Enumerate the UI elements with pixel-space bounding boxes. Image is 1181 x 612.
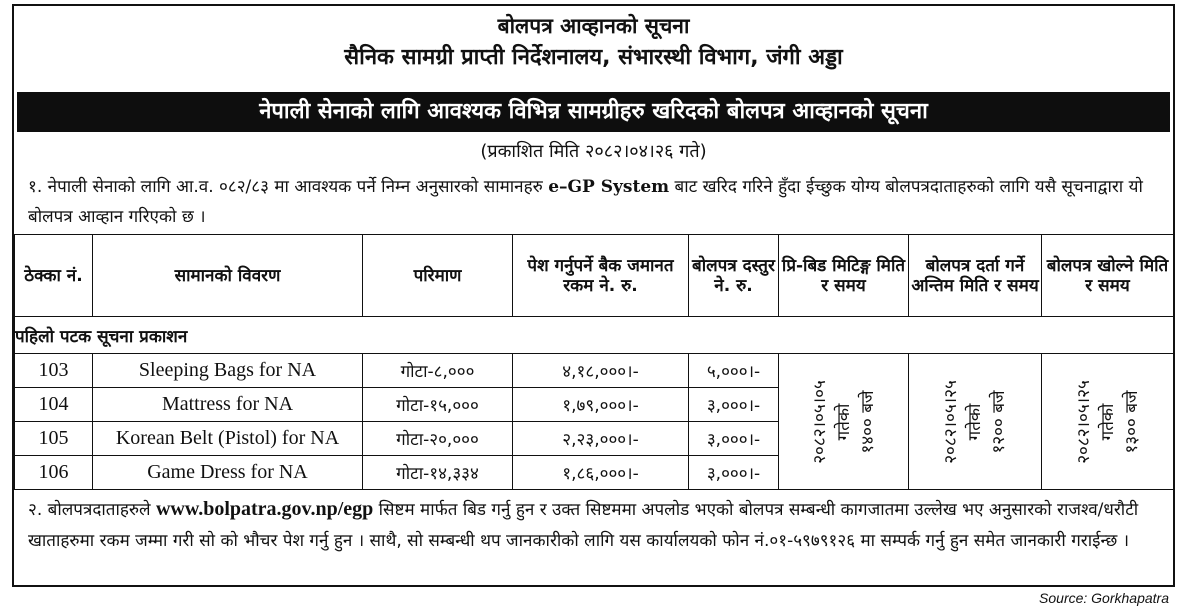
item-description: Sleeping Bags for NA xyxy=(93,354,363,388)
registration-date: २०८२।०५।२५ xyxy=(941,379,961,464)
paragraph-2 xyxy=(28,494,1165,557)
section-label: पहिलो पटक सूचना प्रकाशन xyxy=(15,317,1174,354)
contract-no: 103 xyxy=(15,354,93,388)
bid-fee: ३,०००।- xyxy=(689,388,779,422)
paragraph-1-text-b: बाट खरिद गरिने हुँदा ईच्छुक योग्य बोलपत्रदाताहरुको लागि यसै सूचनाद्वारा यो बोलपत्र आव्हान गरिएको छ । xyxy=(28,177,1143,227)
opening-gate: गतेको xyxy=(1097,403,1118,440)
paragraph-2-text-a: २. बोलपत्रदाताहरुले xyxy=(28,500,156,520)
header-bid-fee: बोलपत्र दस्तुर ने. रु. xyxy=(689,235,779,317)
prebid-meeting-datetime xyxy=(808,380,880,464)
registration-datetime xyxy=(939,380,1011,464)
header-registration-deadline: बोलपत्र दर्ता गर्ने अन्तिम मिति र समय xyxy=(909,235,1042,317)
bid-fee: ५,०००।- xyxy=(689,354,779,388)
quantity: गोटा-१४,३३४ xyxy=(363,456,513,490)
bank-guarantee: ४,१८,०००।- xyxy=(513,354,689,388)
prebid-gate: गतेको xyxy=(833,403,854,440)
header-bank-guarantee: पेश गर्नुपर्ने बैक जमानत रकम ने. रु. xyxy=(513,235,689,317)
item-description: Game Dress for NA xyxy=(93,456,363,490)
prebid-time: १४०० बजे xyxy=(857,389,878,454)
tender-notice xyxy=(12,4,1175,587)
paragraph-1 xyxy=(28,172,1165,232)
section-row xyxy=(15,317,1174,354)
quantity: गोटा-८,००० xyxy=(363,354,513,388)
opening-datetime xyxy=(1072,380,1144,464)
contract-no: 105 xyxy=(15,422,93,456)
tender-table xyxy=(14,234,1174,490)
contract-no: 106 xyxy=(15,456,93,490)
registration-gate: गतेको xyxy=(965,403,985,440)
bank-guarantee: १,८६,०००।- xyxy=(513,456,689,490)
bid-fee: ३,०००।- xyxy=(689,456,779,490)
opening-time: १३०० बजे xyxy=(1121,389,1142,454)
paragraph-2-text-b: सिष्टम मार्फत बिड गर्नु हुन र उक्त सिष्टममा अपलोड भएको बोलपत्र सम्बन्धी कागजातमा उल्लेख भए अनुसारको राजश्व/धरौटी खाताहरुमा रकम जम्मा गरी सो को भौचर पेश गर्नु हुन । साथै, सो सम्बन्धी थप जानकारीको लागि यस कार्यालयको फोन नं.०१-५९७९१२६ मा सम्पर्क गर्नु हुन समेत जानकारी गराईन्छ । xyxy=(28,500,1139,551)
table-row xyxy=(15,354,1174,388)
opening-date: २०८२।०५।२५ xyxy=(1073,379,1094,464)
contract-no: 104 xyxy=(15,388,93,422)
publication-date: (प्रकाशित मिति २०८२।०४।२६ गते) xyxy=(480,141,707,162)
quantity: गोटा-२०,००० xyxy=(363,422,513,456)
table-header-row xyxy=(15,235,1174,317)
item-description: Mattress for NA xyxy=(93,388,363,422)
bid-fee: ३,०००।- xyxy=(689,422,779,456)
paragraph-1-text-a: १. नेपाली सेनाको लागि आ.व. ०८२/८३ मा आवश्यक पर्ने निम्न अनुसारको सामानहरु xyxy=(28,177,549,197)
prebid-date: २०८२।०५।०५ xyxy=(809,379,830,464)
header-item-description: सामानको विवरण xyxy=(93,235,363,317)
notice-title: बोलपत्र आव्हानको सूचना xyxy=(497,14,690,38)
notice-banner: नेपाली सेनाको लागि आवश्यक विभिन्न सामग्रीहरु खरिदको बोलपत्र आव्हानको सूचना xyxy=(17,92,1170,132)
bank-guarantee: १,७९,०००।- xyxy=(513,388,689,422)
registration-time: १२०० बजे xyxy=(989,389,1009,454)
header-prebid-meeting: प्रि-बिड मिटिङ्ग मिति र समय xyxy=(779,235,909,317)
header-contract-no: ठेक्का नं. xyxy=(15,235,93,317)
item-description: Korean Belt (Pistol) for NA xyxy=(93,422,363,456)
source-credit: Source: Gorkhapatra xyxy=(1039,590,1169,606)
quantity: गोटा-१५,००० xyxy=(363,388,513,422)
prebid-meeting-cell xyxy=(779,354,909,490)
header-opening-date: बोलपत्र खोल्ने मिति र समय xyxy=(1042,235,1174,317)
office-name: सैनिक सामग्री प्राप्ती निर्देशनालय, संभारस्थी विभाग, जंगी अड्डा xyxy=(344,45,843,70)
registration-deadline-cell xyxy=(909,354,1042,490)
bank-guarantee: २,२३,०००।- xyxy=(513,422,689,456)
egp-system-label: e–GP System xyxy=(548,177,670,197)
header-quantity: परिमाण xyxy=(363,235,513,317)
bolpatra-url: www.bolpatra.gov.np/egp xyxy=(155,498,374,520)
opening-date-cell xyxy=(1042,354,1174,490)
